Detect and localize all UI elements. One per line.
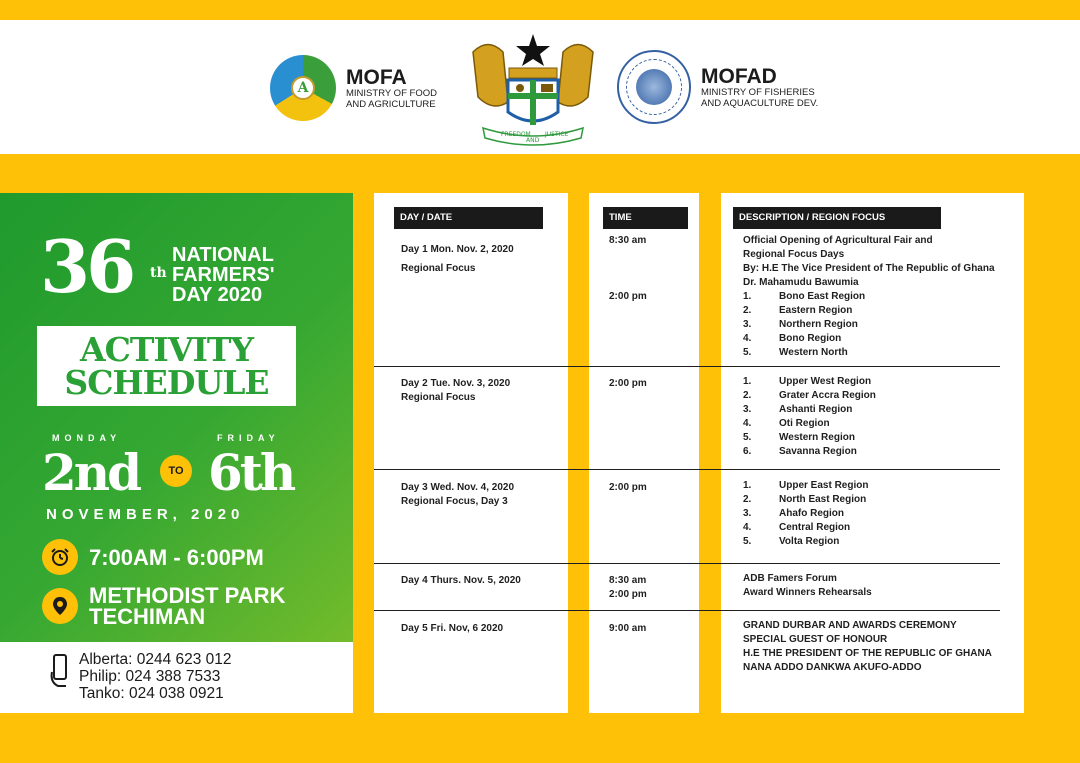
- row-divider: [374, 366, 1000, 367]
- activity-schedule-title: ACTIVITY SCHEDULE: [37, 326, 296, 406]
- row1-desc2: Regional Focus Days: [743, 249, 845, 260]
- edition-number: 36 th: [40, 224, 167, 309]
- contact-box: [0, 642, 353, 713]
- time-header: TIME: [603, 207, 688, 229]
- row4-desc1: ADB Famers Forum: [743, 573, 837, 584]
- mofa-name-line1: MINISTRY OF FOOD: [346, 87, 437, 99]
- row2-focus: Regional Focus: [401, 392, 476, 403]
- event-time: 7:00AM - 6:00PM: [89, 544, 264, 570]
- venue-row: [42, 585, 285, 627]
- contact-philip: Philip: 024 388 7533: [79, 668, 221, 685]
- region-item: 4. Bono Region: [743, 333, 842, 344]
- mofa-name-line2: AND AGRICULTURE: [346, 98, 436, 110]
- region-item: 3. Northern Region: [743, 319, 858, 330]
- row1-desc3: By: H.E The Vice President of The Republic of Ghana: [743, 263, 995, 274]
- region-item: 3. Ashanti Region: [743, 404, 853, 415]
- region-item: 1. Bono East Region: [743, 291, 866, 302]
- row5-desc2: SPECIAL GUEST OF HONOUR: [743, 634, 888, 645]
- row5-day: Day 5 Fri. Nov, 6 2020: [401, 623, 504, 634]
- event-banner: [0, 193, 353, 713]
- day-date-header: DAY / DATE: [394, 207, 543, 229]
- row-divider: [374, 610, 1000, 611]
- row5-desc1: GRAND DURBAR AND AWARDS CEREMONY: [743, 620, 957, 631]
- mofad-name-line2: AND AQUACULTURE DEV.: [701, 97, 819, 109]
- edition-suffix: th: [150, 265, 167, 281]
- location-pin-icon: [42, 588, 78, 624]
- event-name: NATIONAL FARMERS' DAY 2020: [172, 244, 275, 306]
- row-divider: [374, 469, 1000, 470]
- row5-desc4: NANA ADDO DANKWA AKUFO-ADDO: [743, 662, 922, 673]
- row2-time: 2:00 pm: [609, 378, 647, 389]
- row1-focus: Regional Focus: [401, 263, 476, 274]
- region-item: 1. Upper East Region: [743, 480, 869, 491]
- mofad-emblem-icon: [617, 50, 691, 124]
- row5-desc3: H.E THE PRESIDENT OF THE REPUBLIC OF GHANA: [743, 648, 992, 659]
- venue-line1: METHODIST PARK: [89, 583, 286, 608]
- start-date: 2nd: [42, 443, 140, 502]
- region-item: 5. Western Region: [743, 432, 855, 443]
- start-dayname: MONDAY: [52, 433, 122, 443]
- mofad-abbr: MOFAD: [701, 64, 777, 88]
- row1-time1: 8:30 am: [609, 235, 647, 246]
- motto-center: AND: [526, 137, 540, 144]
- row2-day: Day 2 Tue. Nov. 3, 2020: [401, 378, 511, 389]
- row4-day: Day 4 Thurs. Nov. 5, 2020: [401, 575, 521, 586]
- row1-day: Day 1 Mon. Nov. 2, 2020: [401, 244, 514, 255]
- region-item: 4. Central Region: [743, 522, 851, 533]
- row5-time: 9:00 am: [609, 623, 647, 634]
- region-item: 1. Upper West Region: [743, 376, 872, 387]
- alarm-clock-icon: [42, 539, 78, 575]
- end-dayname: FRIDAY: [217, 433, 280, 443]
- contact-tanko: Tanko: 024 038 0921: [79, 685, 224, 702]
- time-row: [42, 539, 264, 575]
- venue-line2: TECHIMAN: [89, 604, 206, 629]
- motto-right: JUSTICE: [545, 131, 569, 138]
- row4-time2: 2:00 pm: [609, 589, 647, 600]
- row-divider: [374, 563, 1000, 564]
- row3-day: Day 3 Wed. Nov. 4, 2020: [401, 482, 515, 493]
- month-year: NOVEMBER, 2020: [46, 506, 245, 523]
- region-item: 5. Volta Region: [743, 536, 840, 547]
- contact-alberta: Alberta: 0244 623 012: [79, 651, 232, 668]
- row4-time1: 8:30 am: [609, 575, 647, 586]
- mofa-abbr: MOFA: [346, 65, 407, 89]
- mofa-badge-letter: A: [291, 76, 315, 100]
- mofa-emblem-icon: [270, 55, 336, 121]
- region-item: 6. Savanna Region: [743, 446, 857, 457]
- region-item: 4. Oti Region: [743, 418, 830, 429]
- motto-left: FREEDOM: [501, 131, 531, 138]
- row3-time: 2:00 pm: [609, 482, 647, 493]
- mofad-logo: [617, 50, 818, 124]
- end-date: 6th: [208, 443, 294, 502]
- phone-hand-icon: [50, 654, 70, 688]
- region-item: 5. Western North: [743, 347, 848, 358]
- region-item: 2. Eastern Region: [743, 305, 853, 316]
- ghana-coat-of-arms-icon: [463, 32, 603, 150]
- row3-focus: Regional Focus, Day 3: [401, 496, 508, 507]
- mofad-name-line1: MINISTRY OF FISHERIES: [701, 86, 815, 98]
- row1-time2: 2:00 pm: [609, 291, 647, 302]
- region-item: 3. Ahafo Region: [743, 508, 844, 519]
- row4-desc2: Award Winners Rehearsals: [743, 587, 872, 598]
- to-badge: TO: [160, 455, 192, 487]
- description-header: DESCRIPTION / REGION FOCUS: [733, 207, 941, 229]
- mofa-logo: [270, 55, 437, 121]
- region-item: 2. North East Region: [743, 494, 867, 505]
- row1-desc4: Dr. Mahamudu Bawumia: [743, 277, 859, 288]
- row1-desc1: Official Opening of Agricultural Fair and: [743, 235, 933, 246]
- region-item: 2. Grater Accra Region: [743, 390, 876, 401]
